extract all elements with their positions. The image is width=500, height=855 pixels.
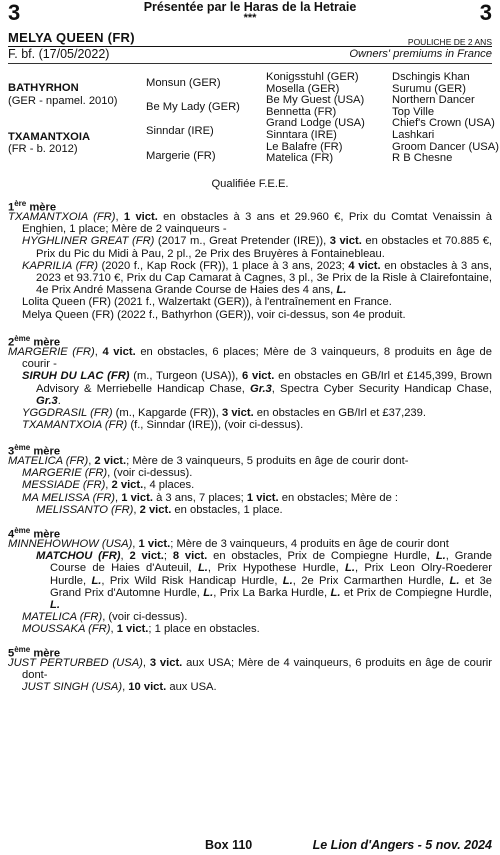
pedigree-gen3-8: Matelica (FR) bbox=[266, 152, 334, 165]
pedigree-gen2-damsire: Sinndar (IRE) bbox=[146, 125, 214, 137]
section-1-body bbox=[8, 211, 492, 321]
list-item: MATCHOU (FR), 2 vict.; 8 vict. en obstacles, Prix de Compiegne Hurdle, L., Grande Course de Haies d'Auteuil, L., Prix Hypothese Hurdle, L., Prix Leon Olry-Roederer Hurdle, L., Prix Wild Risk Handicap Hurdle, L., 2e Prix Carmarthen Hurdle, L. et 3e Grand Prix d'Automne Hurdle, L., Prix La Barka Hurdle, L. et Prix de Compiegne Hurdle, L. bbox=[36, 550, 493, 612]
horse-name: MELYA QUEEN (FR) bbox=[8, 30, 135, 45]
section-4-body bbox=[8, 538, 492, 636]
list-item: TXAMANTXOIA (FR), 1 vict. en obstacles à 3 ans et 29.960 €, Prix du Comtat Venaissin à Enghien, 1 place; Mère de 2 vainqueurs - bbox=[8, 211, 493, 236]
pedigree-gen4-8: R B Chesne bbox=[392, 152, 453, 165]
sire-name: BATHYRHON bbox=[8, 82, 79, 94]
list-item: JUST SINGH (USA), 10 vict. aux USA. bbox=[22, 681, 217, 694]
presenter-text: Présentée par le Haras de la Hetraie bbox=[143, 0, 357, 14]
pedigree-gen2-dam: Be My Lady (GER) bbox=[146, 101, 240, 113]
list-item: Melya Queen (FR) (2022 f., Bathyrhon (GER)), voir ci-dessus, son 4e produit. bbox=[22, 308, 406, 321]
pedigree-gen2-sire: Monsun (GER) bbox=[146, 77, 221, 89]
pedigree-gen4-2: Surumu (GER) bbox=[392, 82, 466, 95]
pedigree-gen4-4: Top Ville bbox=[392, 105, 435, 118]
dam-info: (FR - b. 2012) bbox=[8, 143, 78, 155]
list-item: MATELICA (FR), (voir ci-dessus). bbox=[22, 611, 188, 624]
dam-name: TXAMANTXOIA bbox=[8, 131, 91, 143]
pedigree-gen4-5: Chief's Crown (USA) bbox=[392, 117, 495, 130]
pedigree-gen3-1: Konigsstuhl (GER) bbox=[266, 71, 359, 83]
box-number: Box 110 bbox=[205, 838, 253, 852]
list-item: HYGHLINER GREAT (FR) (2017 m., Great Pretender (IRE)), 3 vict. en obstacles et 70.885 €, Prix du Pic du Midi à Pau, 2 pl., 2e Prix des Bruyères à Fontainebleau. bbox=[22, 235, 493, 260]
horse-birth: F. bf. (17/05/2022) bbox=[8, 47, 110, 61]
list-item: MESSIADE (FR), 2 vict., 4 places. bbox=[22, 479, 195, 492]
pedigree-gen4-6: Lashkari bbox=[392, 128, 435, 141]
pedigree-gen4 bbox=[392, 72, 499, 165]
pedigree-gen2-damdam: Margerie (FR) bbox=[146, 150, 216, 162]
owners-premiums: Owners' premiums in France bbox=[349, 48, 492, 60]
pedigree-top-rule bbox=[8, 63, 492, 64]
list-item: MA MELISSA (FR), 1 vict. à 3 ans, 7 places; 1 vict. en obstacles; Mère de : bbox=[22, 491, 399, 504]
list-item: KAPRILIA (FR) (2020 f., Kap Rock (FR)), 1 place à 3 ans, 2023; 4 vict. en obstacles à 3 ans, 2023 et 93.710 €, Prix du Cap Camarat à Cagnes, 3 pl., 3e Prix de la Risle à Clairefontaine, 4e Prix André Massena Grande Course de Haies des 4 ans, L. bbox=[22, 259, 492, 297]
pedigree-gen4-7: Groom Dancer (USA) bbox=[392, 140, 499, 153]
list-item: Lolita Queen (FR) (2021 f., Walzertakt (GER)), à l'entraînement en France. bbox=[22, 296, 392, 309]
list-item: MARGERIE (FR), (voir ci-dessus). bbox=[22, 467, 193, 480]
list-item: JUST PERTURBED (USA), 3 vict. aux USA; Mère de 4 vainqueurs, 6 produits en âge de courir dont- bbox=[8, 657, 493, 682]
section-5-body bbox=[8, 657, 492, 694]
section-1-heading: 1ère mère bbox=[8, 199, 57, 214]
list-item: YGGDRASIL (FR) (m., Kapgarde (FR)), 3 vict. en obstacles en GB/Irl et £37,239. bbox=[22, 407, 426, 420]
list-item: MATELICA (FR), 2 vict.; Mère de 3 vainqueurs, 5 produits en âge de courir dont- bbox=[8, 455, 409, 467]
section-5-heading: 5ème mère bbox=[8, 645, 61, 660]
pedigree-gen3-6: Sinntara (IRE) bbox=[266, 128, 337, 141]
pedigree-gen4-1: Dschingis Khan bbox=[392, 71, 470, 83]
section-3-heading: 3ème mère bbox=[8, 443, 61, 458]
section-2-body bbox=[8, 346, 492, 431]
qualification: Qualifiée F.E.E. bbox=[211, 178, 289, 190]
list-item: SIRUH DU LAC (FR) (m., Turgeon (USA)), 6 vict. en obstacles en GB/Irl et £145,399, Brown Advisory & Merriebelle Handicap Chase, Gr.3, Spectra Cyber Security Handicap Chase, Gr.3. bbox=[22, 370, 493, 407]
lot-number-left: 3 bbox=[8, 0, 21, 25]
pedigree-gen3-4: Bennetta (FR) bbox=[266, 105, 337, 118]
section-3-body bbox=[8, 455, 492, 516]
section-2-heading: 2ème mère bbox=[8, 334, 61, 349]
section-4-heading: 4ème mère bbox=[8, 526, 61, 541]
pedigree-gen3-5: Grand Lodge (USA) bbox=[266, 117, 365, 130]
pedigree-gen3-2: Mosella (GER) bbox=[266, 82, 340, 95]
list-item: MOUSSAKA (FR), 1 vict.; 1 place en obstacles. bbox=[22, 623, 260, 636]
pedigree-gen3-7: Le Balafre (FR) bbox=[266, 140, 343, 153]
lot-number-right: 3 bbox=[479, 0, 492, 25]
list-item: MARGERIE (FR), 4 vict. en obstacles, 6 places; Mère de 3 vainqueurs, 8 produits en âge de courir - bbox=[8, 346, 493, 371]
list-item: TXAMANTXOIA (FR) (f., Sinndar (IRE)), (voir ci-dessus). bbox=[22, 419, 304, 432]
list-item: MELISSANTO (FR), 2 vict. en obstacles, 1 place. bbox=[36, 503, 283, 516]
event-info: Le Lion d'Angers - 5 nov. 2024 bbox=[312, 838, 492, 852]
sire-info: (GER - npamel. 2010) bbox=[8, 95, 118, 107]
horse-category: POULICHE DE 2 ANS bbox=[407, 37, 492, 47]
stars: *** bbox=[243, 12, 257, 24]
pedigree-gen3 bbox=[266, 72, 365, 165]
list-item: MINNEHOWHOW (USA), 1 vict.; Mère de 3 vainqueurs, 4 produits en âge de courir dont bbox=[8, 538, 449, 550]
pedigree-gen3-3: Be My Guest (USA) bbox=[266, 94, 365, 107]
pedigree-gen4-3: Northern Dancer bbox=[392, 94, 475, 107]
